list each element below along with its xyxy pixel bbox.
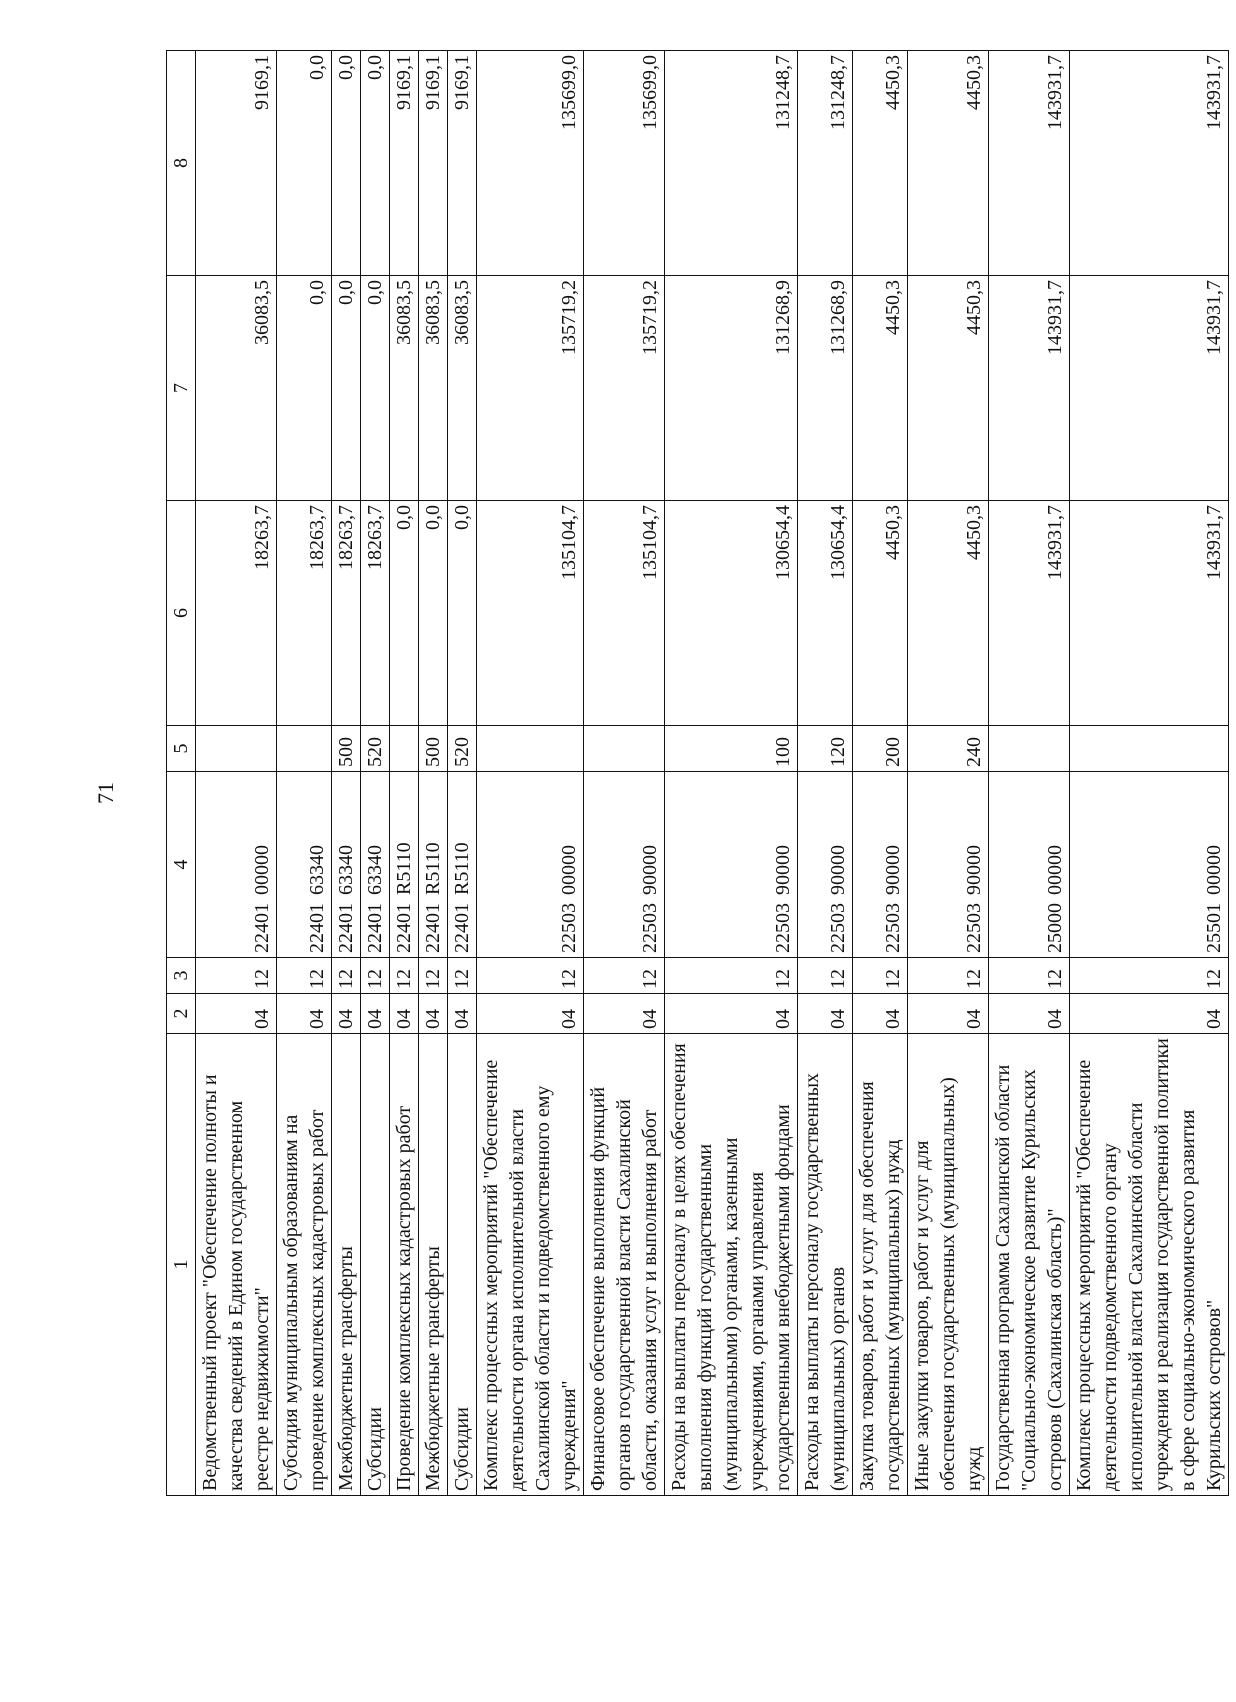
row-amount-2: 131268,9	[798, 276, 853, 501]
row-target-code	[853, 772, 908, 958]
row-amount-2: 36083,5	[448, 276, 477, 501]
row-expense-type: 120	[798, 726, 853, 772]
row-expense-type	[477, 726, 584, 772]
row-name: Субсидии	[448, 1034, 477, 1496]
row-subsection: 12	[477, 958, 584, 994]
target-code-part2: 63340	[364, 845, 386, 895]
target-code-part2: 63340	[306, 845, 328, 895]
rotated-page	[166, 51, 1236, 1496]
row-name: Государственная программа Сахалинской области "Социально-экономическое развитие Курильских островов (Сахалинская область)"	[989, 1034, 1070, 1496]
column-header: 1	[167, 1034, 196, 1496]
row-section: 04	[477, 994, 584, 1034]
row-section: 04	[196, 994, 277, 1034]
table-row	[989, 51, 1070, 1496]
row-section: 04	[989, 994, 1070, 1034]
row-subsection: 12	[361, 958, 390, 994]
row-name: Расходы на выплаты персоналу государственных (муниципальных) органов	[798, 1034, 853, 1496]
table-row	[584, 51, 665, 1496]
target-code-part1: 25000	[1044, 903, 1066, 953]
row-amount-3: 131248,7	[798, 51, 853, 276]
row-subsection: 12	[196, 958, 277, 994]
row-amount-1: 0,0	[390, 501, 419, 726]
row-target-code	[361, 772, 390, 958]
row-expense-type: 500	[332, 726, 361, 772]
column-header: 6	[167, 501, 196, 726]
row-target-code	[908, 772, 989, 958]
target-code-part2: 90000	[639, 845, 661, 895]
row-subsection: 12	[989, 958, 1070, 994]
row-amount-2: 0,0	[277, 276, 332, 501]
row-amount-1: 143931,7	[1070, 501, 1229, 726]
target-code-part1: 25501	[1203, 903, 1225, 953]
row-amount-3: 0,0	[277, 51, 332, 276]
row-amount-3: 135699,0	[584, 51, 665, 276]
row-section: 04	[332, 994, 361, 1034]
row-amount-1: 0,0	[448, 501, 477, 726]
row-target-code	[390, 772, 419, 958]
row-expense-type: 100	[665, 726, 798, 772]
row-amount-2: 131268,9	[665, 276, 798, 501]
row-expense-type: 520	[448, 726, 477, 772]
table-row	[477, 51, 584, 1496]
row-name: Комплекс процессных мероприятий "Обеспечение деятельности органа исполнительной власти Сахалинской области и подведомственного ему учреждения"	[477, 1034, 584, 1496]
target-code-part1: 22503	[827, 903, 849, 953]
row-amount-3: 0,0	[361, 51, 390, 276]
row-amount-1: 18263,7	[277, 501, 332, 726]
column-header: 2	[167, 994, 196, 1034]
row-subsection: 12	[798, 958, 853, 994]
target-code-part1: 22503	[882, 903, 904, 953]
row-expense-type: 240	[908, 726, 989, 772]
row-section: 04	[1070, 994, 1229, 1034]
row-amount-2: 4450,3	[908, 276, 989, 501]
row-amount-1: 18263,7	[361, 501, 390, 726]
target-code-part1: 22503	[558, 903, 580, 953]
row-section: 04	[390, 994, 419, 1034]
row-target-code	[798, 772, 853, 958]
row-amount-3: 143931,7	[1070, 51, 1229, 276]
row-section: 04	[448, 994, 477, 1034]
table-row	[419, 51, 448, 1496]
row-amount-1: 135104,7	[584, 501, 665, 726]
row-expense-type: 500	[419, 726, 448, 772]
table-row	[1070, 51, 1229, 1496]
row-amount-1: 135104,7	[477, 501, 584, 726]
row-amount-2: 0,0	[332, 276, 361, 501]
target-code-part1: 22401	[335, 903, 357, 953]
row-amount-2: 4450,3	[853, 276, 908, 501]
row-target-code	[332, 772, 361, 958]
row-expense-type: 200	[853, 726, 908, 772]
row-amount-1: 4450,3	[853, 501, 908, 726]
row-subsection: 12	[448, 958, 477, 994]
target-code-part2: 90000	[882, 845, 904, 895]
row-target-code	[665, 772, 798, 958]
row-section: 04	[853, 994, 908, 1034]
row-name: Закупка товаров, работ и услуг для обеспечения государственных (муниципальных) нужд	[853, 1034, 908, 1496]
target-code-part1: 22401	[393, 903, 415, 953]
row-amount-1: 0,0	[419, 501, 448, 726]
header-row	[167, 51, 196, 1496]
target-code-part2: R5110	[393, 842, 415, 895]
row-subsection: 12	[277, 958, 332, 994]
row-amount-3: 4450,3	[853, 51, 908, 276]
table-row	[332, 51, 361, 1496]
row-expense-type: 520	[361, 726, 390, 772]
row-section: 04	[361, 994, 390, 1034]
page-number: 71	[93, 782, 118, 804]
row-expense-type	[390, 726, 419, 772]
target-code-part2: 00000	[1044, 845, 1066, 895]
row-expense-type	[584, 726, 665, 772]
column-header: 8	[167, 51, 196, 276]
row-target-code	[448, 772, 477, 958]
row-subsection: 12	[390, 958, 419, 994]
row-subsection: 12	[332, 958, 361, 994]
row-amount-3: 131248,7	[665, 51, 798, 276]
row-amount-3: 9169,1	[196, 51, 277, 276]
row-amount-2: 135719,2	[477, 276, 584, 501]
column-header: 7	[167, 276, 196, 501]
row-amount-2: 143931,7	[1070, 276, 1229, 501]
row-name: Ведомственный проект "Обеспечение полноты и качества сведений в Едином государственном реестре недвижимости"	[196, 1034, 277, 1496]
row-name: Межбюджетные трансферты	[332, 1034, 361, 1496]
row-section: 04	[277, 994, 332, 1034]
row-subsection: 12	[1070, 958, 1229, 994]
table-row	[277, 51, 332, 1496]
row-expense-type	[1070, 726, 1229, 772]
row-amount-2: 36083,5	[390, 276, 419, 501]
row-amount-1: 130654,4	[665, 501, 798, 726]
row-amount-3: 9169,1	[419, 51, 448, 276]
target-code-part2: 00000	[251, 845, 273, 895]
row-amount-2: 135719,2	[584, 276, 665, 501]
target-code-part1: 22401	[422, 903, 444, 953]
column-header: 4	[167, 772, 196, 958]
target-code-part1: 22503	[963, 903, 985, 953]
row-subsection: 12	[584, 958, 665, 994]
row-name: Финансовое обеспечение выполнения функций органов государственной власти Сахалинской области, оказания услуг и выполнения работ	[584, 1034, 665, 1496]
table-row	[448, 51, 477, 1496]
row-section: 04	[665, 994, 798, 1034]
row-section: 04	[908, 994, 989, 1034]
row-section: 04	[419, 994, 448, 1034]
row-amount-3: 0,0	[332, 51, 361, 276]
row-amount-2: 143931,7	[989, 276, 1070, 501]
row-expense-type	[989, 726, 1070, 772]
table-row	[196, 51, 277, 1496]
row-amount-3: 9169,1	[390, 51, 419, 276]
row-target-code	[989, 772, 1070, 958]
column-header: 5	[167, 726, 196, 772]
row-name: Межбюджетные трансферты	[419, 1034, 448, 1496]
table-row	[361, 51, 390, 1496]
target-code-part2: 63340	[335, 845, 357, 895]
row-name: Расходы на выплаты персоналу в целях обеспечения выполнения функций государственными (муниципальными) органами, казенными учреждениями, органами управления государственными внебюджетными фондами	[665, 1034, 798, 1496]
row-amount-1: 143931,7	[989, 501, 1070, 726]
target-code-part2: 90000	[827, 845, 849, 895]
row-name: Субсидия муниципальным образованиям на проведение комплексных кадастровых работ	[277, 1034, 332, 1496]
target-code-part1: 22503	[772, 903, 794, 953]
row-amount-1: 18263,7	[196, 501, 277, 726]
row-subsection: 12	[419, 958, 448, 994]
row-subsection: 12	[908, 958, 989, 994]
row-target-code	[419, 772, 448, 958]
row-expense-type	[277, 726, 332, 772]
row-amount-3: 135699,0	[477, 51, 584, 276]
table-row	[665, 51, 798, 1496]
row-name: Иные закупки товаров, работ и услуг для обеспечения государственных (муниципальных) нужд	[908, 1034, 989, 1496]
target-code-part2: 00000	[1203, 845, 1225, 895]
row-amount-2: 36083,5	[196, 276, 277, 501]
target-code-part1: 22401	[306, 903, 328, 953]
row-name: Субсидии	[361, 1034, 390, 1496]
row-amount-2: 0,0	[361, 276, 390, 501]
row-name: Проведение комплексных кадастровых работ	[390, 1034, 419, 1496]
target-code-part2: R5110	[451, 842, 473, 895]
budget-table	[166, 50, 1229, 1496]
row-amount-1: 130654,4	[798, 501, 853, 726]
row-subsection: 12	[853, 958, 908, 994]
target-code-part2: 90000	[963, 845, 985, 895]
table-body	[196, 51, 1229, 1496]
row-section: 04	[584, 994, 665, 1034]
row-amount-3: 9169,1	[448, 51, 477, 276]
target-code-part1: 22503	[639, 903, 661, 953]
table-row	[853, 51, 908, 1496]
target-code-part1: 22401	[251, 903, 273, 953]
target-code-part2: 90000	[772, 845, 794, 895]
table-row	[908, 51, 989, 1496]
row-target-code	[477, 772, 584, 958]
column-header: 3	[167, 958, 196, 994]
target-code-part1: 22401	[451, 903, 473, 953]
row-amount-3: 4450,3	[908, 51, 989, 276]
target-code-part2: 00000	[558, 845, 580, 895]
row-subsection: 12	[665, 958, 798, 994]
table-row	[390, 51, 419, 1496]
row-expense-type	[196, 726, 277, 772]
row-target-code	[196, 772, 277, 958]
row-amount-1: 18263,7	[332, 501, 361, 726]
row-target-code	[277, 772, 332, 958]
row-name: Комплекс процессных мероприятий "Обеспечение деятельности подведомственного органу исполнительной власти Сахалинской области учреждения и реализация государственной политики в сфере социально-экономического развития Курильских островов"	[1070, 1034, 1229, 1496]
target-code-part1: 22401	[364, 903, 386, 953]
table-row	[798, 51, 853, 1496]
row-amount-1: 4450,3	[908, 501, 989, 726]
row-section: 04	[798, 994, 853, 1034]
row-target-code	[1070, 772, 1229, 958]
target-code-part2: R5110	[422, 842, 444, 895]
row-amount-2: 36083,5	[419, 276, 448, 501]
row-target-code	[584, 772, 665, 958]
row-amount-3: 143931,7	[989, 51, 1070, 276]
